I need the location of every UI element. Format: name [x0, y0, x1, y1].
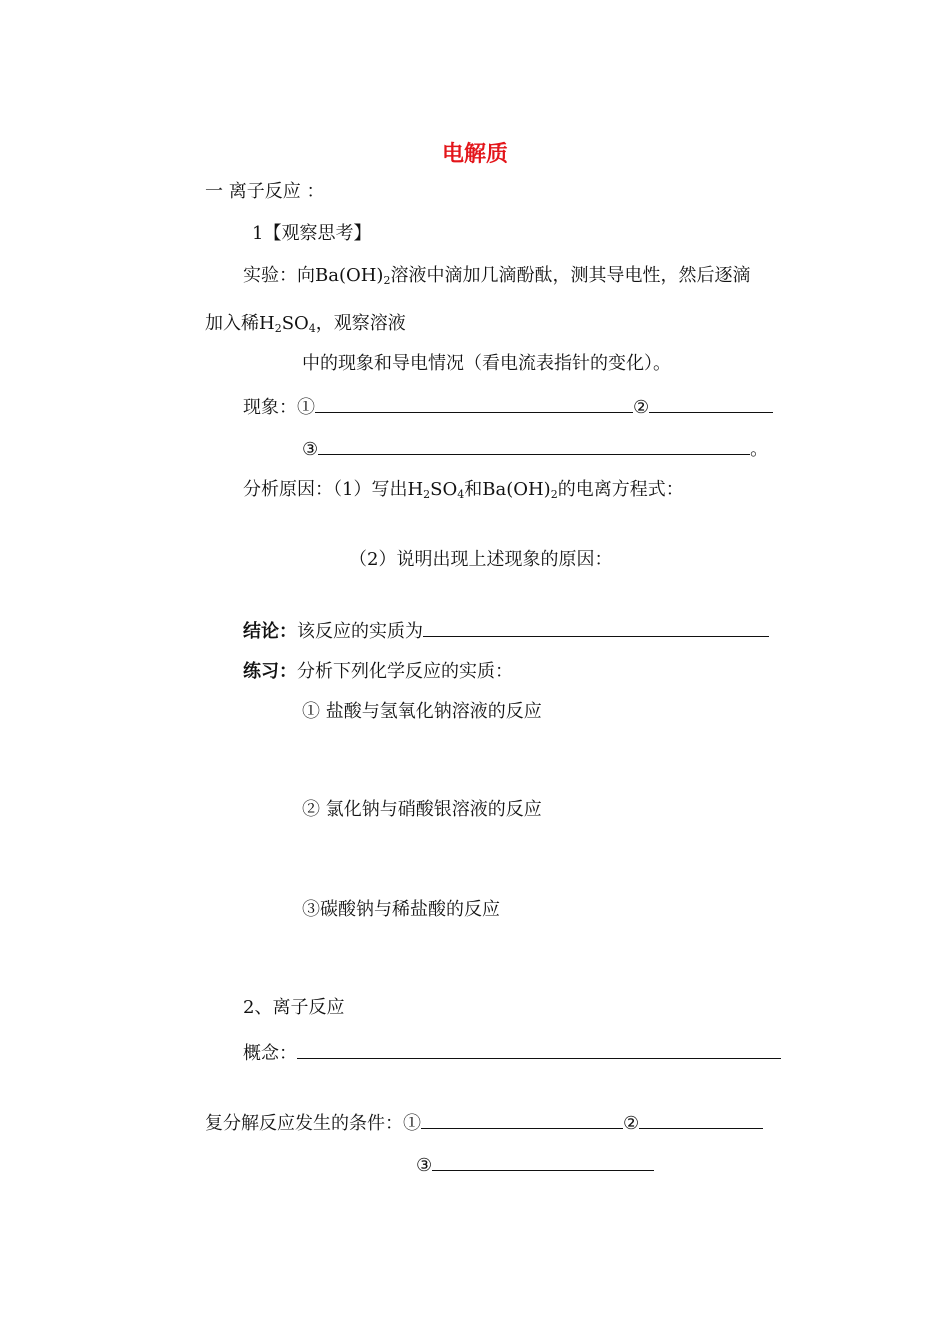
subscript: 2 — [274, 322, 282, 335]
experiment-text-e: ，观察溶液 — [315, 313, 406, 334]
phenomena-row-2 — [302, 436, 768, 462]
section-2-heading: 2、离子反应 — [243, 997, 345, 1018]
phenomenon-1-blank[interactable] — [315, 394, 633, 413]
conclusion-text: 该反应的实质为 — [297, 621, 423, 642]
analysis-text-b: SO — [430, 479, 458, 500]
marker-3: ③ — [302, 439, 319, 460]
condition-2-blank[interactable] — [639, 1110, 763, 1129]
experiment-text-b: 溶液中滴加几滴酚酞，测其导电性，然后逐滴 — [390, 265, 751, 286]
practice-text: 分析下列化学反应的实质： — [297, 661, 513, 682]
experiment-line-2 — [205, 312, 406, 341]
experiment-text-a: 实验：向Ba(OH) — [243, 265, 384, 286]
phenomenon-3-blank[interactable] — [318, 436, 750, 455]
concept-blank[interactable] — [297, 1040, 781, 1059]
condition-marker-1: ① — [403, 1113, 421, 1134]
experiment-line-1 — [243, 264, 750, 293]
marker-2: ② — [633, 397, 650, 418]
concept-label: 概念： — [243, 1043, 297, 1064]
period: 。 — [750, 439, 769, 460]
subscript: 2 — [423, 488, 431, 501]
analysis-line — [243, 478, 684, 507]
conditions-row-2 — [416, 1152, 654, 1178]
section-1-heading: 一 离子反应 ： — [205, 181, 325, 202]
phenomenon-2-blank[interactable] — [649, 394, 773, 413]
phenomena-label: 现象： — [243, 397, 297, 418]
conclusion-label: 结论： — [243, 621, 297, 642]
analysis-text-c: 和Ba(OH) — [464, 479, 551, 500]
practice-label: 练习： — [243, 661, 297, 682]
condition-3-blank[interactable] — [432, 1152, 654, 1171]
experiment-text-d: SO — [281, 313, 309, 334]
analysis-text-d: 的电离方程式： — [557, 479, 684, 500]
observe-think-heading: 1【观察思考】 — [252, 223, 372, 244]
experiment-line-3: 中的现象和导电情况（看电流表指针的变化）。 — [302, 353, 671, 374]
analysis-text-a: 分析原因：（1）写出H — [243, 479, 424, 500]
analysis-question-2: （2）说明出现上述现象的原因： — [349, 549, 613, 570]
concept-row — [243, 1040, 781, 1066]
condition-marker-3: ③ — [416, 1155, 433, 1176]
subscript: 2 — [550, 488, 558, 501]
practice-item-3: ③碳酸钠与稀盐酸的反应 — [302, 899, 500, 920]
practice-item-1: ① 盐酸与氢氧化钠溶液的反应 — [302, 701, 542, 722]
marker-1: ① — [297, 397, 315, 418]
subscript: 2 — [383, 274, 391, 287]
conclusion-blank[interactable] — [423, 618, 769, 637]
phenomena-row-1 — [243, 394, 773, 420]
condition-marker-2: ② — [623, 1113, 640, 1134]
practice-row — [243, 660, 513, 684]
practice-item-2: ② 氯化钠与硝酸银溶液的反应 — [302, 799, 542, 820]
subscript: 4 — [308, 322, 316, 335]
conclusion-row — [243, 618, 769, 644]
conditions-label: 复分解反应发生的条件： — [205, 1113, 403, 1134]
conditions-row-1 — [205, 1110, 763, 1136]
condition-1-blank[interactable] — [421, 1110, 623, 1129]
subscript: 4 — [457, 488, 465, 501]
experiment-text-c: 加入稀H — [205, 313, 275, 334]
page-title: 电解质 — [441, 141, 508, 167]
